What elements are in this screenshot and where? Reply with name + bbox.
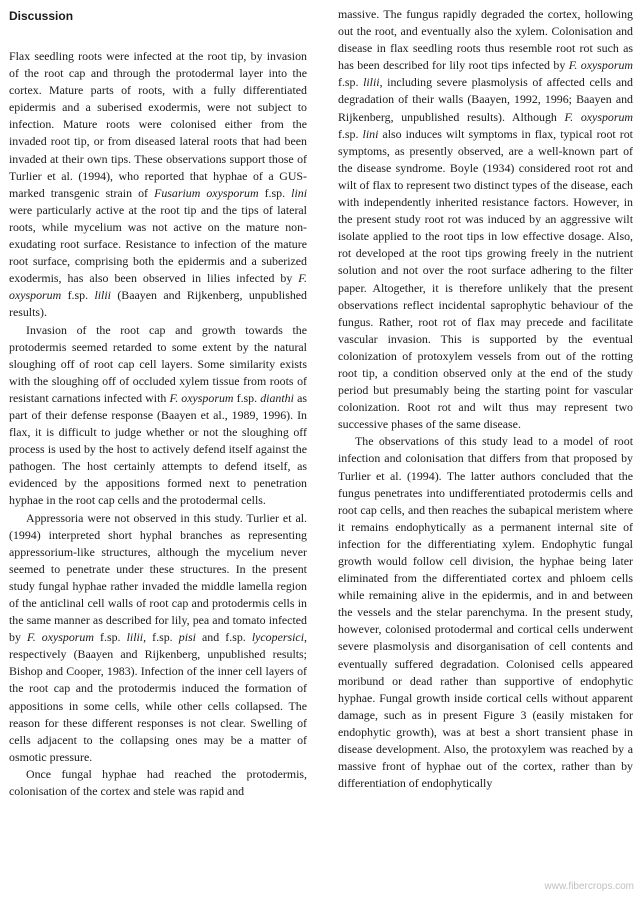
paragraph [9,766,307,800]
text-run: Once fungal hyphae had reached the protodermis, colonisation of the cortex and stele was rapid and [9,766,307,799]
paragraph [9,322,307,510]
text-run: , respectively (Baayen and Rijkenberg, unpublished results; Bishop and Cooper, 1983). Infection of the inner cell layers of the root cap and the protodermis induced the formation of appositions in some cells, while other cells collapsed. The reason for these different responses is not clear. Swelling of cells adjacent to the collapsing ones may be a matter of osmotic pressure. [9,630,307,764]
text-run: , including severe plasmolysis of affected cells and degradation of their walls (Baayen, 1992, 1996; Baayen and Rijkenberg, unpublished results). Although [338,75,633,124]
italic-text: F. oxysporum [169,390,234,405]
italic-text: F. oxysporum [564,109,633,124]
italic-text: pisi [178,630,196,645]
text-run: f.sp. [233,390,261,405]
text-run: f.sp. [338,126,363,141]
text-run: f.sp. [338,75,364,90]
left-body [9,48,307,800]
italic-text: lilii [126,630,144,645]
watermark: www.fibercrops.com [544,881,634,892]
text-run: massive. The fungus rapidly degraded the cortex, hollowing out the root, and eventually also the xylem. Colonisation and disease in flax seedling roots thus resemble root rot such as has been described for lily root tips infected by [338,7,633,73]
text-run: Appressoria were not observed in this study. Turlier et al. (1994) interpreted short hyphal branches as representing appressorium-like structures, although the mycelium never seemed to penetrate under these structures. In the present study fungal hyphae rather invaded the middle lamella region of the anticlinal cell walls of root cap and protodermis cells in the same manner as described for lily, pea and tomato infected by [9,510,307,645]
text-run: were particularly active at the root tip and the tips of lateral roots, while mycelium was not active on the mature non-exudating root surface. Resistance to infection of the mature root surface, comprising both the epidermis and a suberized exodermis, has also been observed in lilies infected by [9,202,307,286]
text-run: f.sp. [61,288,95,303]
text-run: The observations of this study lead to a model of root infection and colonisation that differs from that proposed by Turlier et al. (1994). The latter authors concluded that the fungus penetrates into undifferentiated protodermis cells and root cap cells, and then reaches the subapical meristem where it remains endophytically as a permanent internal site of infection for the differentiating xylem. Endophytic fungal growth would follow cell division, the hyphae being later eliminated from the differentiated cortex and phloem cells while remaining alive in the epidermis, and in and between the vessels and the stelar parenchyma. In the present study, however, colonised protodermal and cortical cells underwent severe plasmolysis and disorganisation of cell contents and eventually suffered degradation. Colonised cells appeared moribund or dead rather than supportive of endophytic hyphae. Fungal growth inside cortical cells without apparent damage, such as in present Figure 3 (easily mistaken for endophytic growth), was at best a short transient phase in disease development. Also, the protoxylem was reached by a massive front of hyphae out of the cortex, rather than by differentiation of endophytically [338,434,633,791]
section-heading: Discussion [9,9,74,23]
left-column [9,6,307,800]
text-run: f.sp. [93,630,127,645]
text-run: f.sp. [258,185,292,200]
paragraph [338,6,633,433]
italic-text: lini [362,126,379,141]
italic-text: dianthi [260,390,294,405]
italic-text: lini [291,185,307,200]
text-run: Flax seedling roots were infected at the root tip, by invasion of the root cap and through the protodermal layer into the cortex. Mature parts of roots, with a fully differentiated epidermis and a suberised exodermis, were not subject to infection. Mature roots were colonised either from the invaded root tip, or from diseased lateral roots that had been invaded at their own tips. These observations support those of Turlier et al. (1994), who reported that hyphae of a GUS-marked transgenic strain of [9,49,307,200]
italic-text: F. oxysporum [9,271,307,303]
text-run: , f.sp. [143,630,179,645]
text-run: as part of their defense response (Baayen et al., 1989, 1996). In flax, it is difficult to judge whether or not the sloughing off process is used by the host to actively defend itself against the pathogen. The host certainly attempts to defend itself, as evidenced by the appositions formed next to penetration hyphae in the root cap cells and the protodermal cells. [9,390,307,508]
paragraph [338,433,633,792]
italic-text: lycopersici [251,630,304,645]
text-run: (Baayen and Rijkenberg, unpublished results). [9,288,307,320]
text-run: also induces wilt symptoms in flax, typical root rot symptoms, as presently observed, are a well-known part of the disease syndrome. Boyle (1934) considered root rot and wilt of flax to represent two distinct types of the disease, each with independently inherited resistance factors. However, in the present study root rot was induced by an aggressive wilt isolate applied to the root tips in low effective dosage. Also, rot developed at the root tips growing freely in the nutrient solution and not over the root surface adhering to the filter paper. Altogether, it is therefore unlikely that the present observations reflect incidental saprophytic behaviour of the fungus. Rather, root rot of flax may precede and facilitate vascular invasion. This is supported by the eventual colonization of protoxylem vessels from out of the rotting root tip, a condition observed only at the end of the study period but presumably being the starting point for vascular colonization. Root rot and wilt thus may represent two successive phases of the same disease. [338,126,633,432]
italic-text: lilii [94,288,111,303]
paragraph [9,48,307,322]
text-run: Invasion of the root cap and growth towards the protodermis seemed retarded to some extent by the natural sloughing off of root cap cell layers. Some similarity exists with the sloughing off of occluded xylem tissue from roots of resistant carnations infected with [9,322,307,405]
italic-text: lilii [363,75,380,90]
italic-text: Fusarium oxysporum [154,185,259,200]
right-column [338,6,633,792]
italic-text: F. oxysporum [26,630,94,645]
right-body [338,6,633,792]
text-run: and f.sp. [195,630,252,645]
italic-text: F. oxysporum [568,58,633,73]
paragraph [9,510,307,766]
